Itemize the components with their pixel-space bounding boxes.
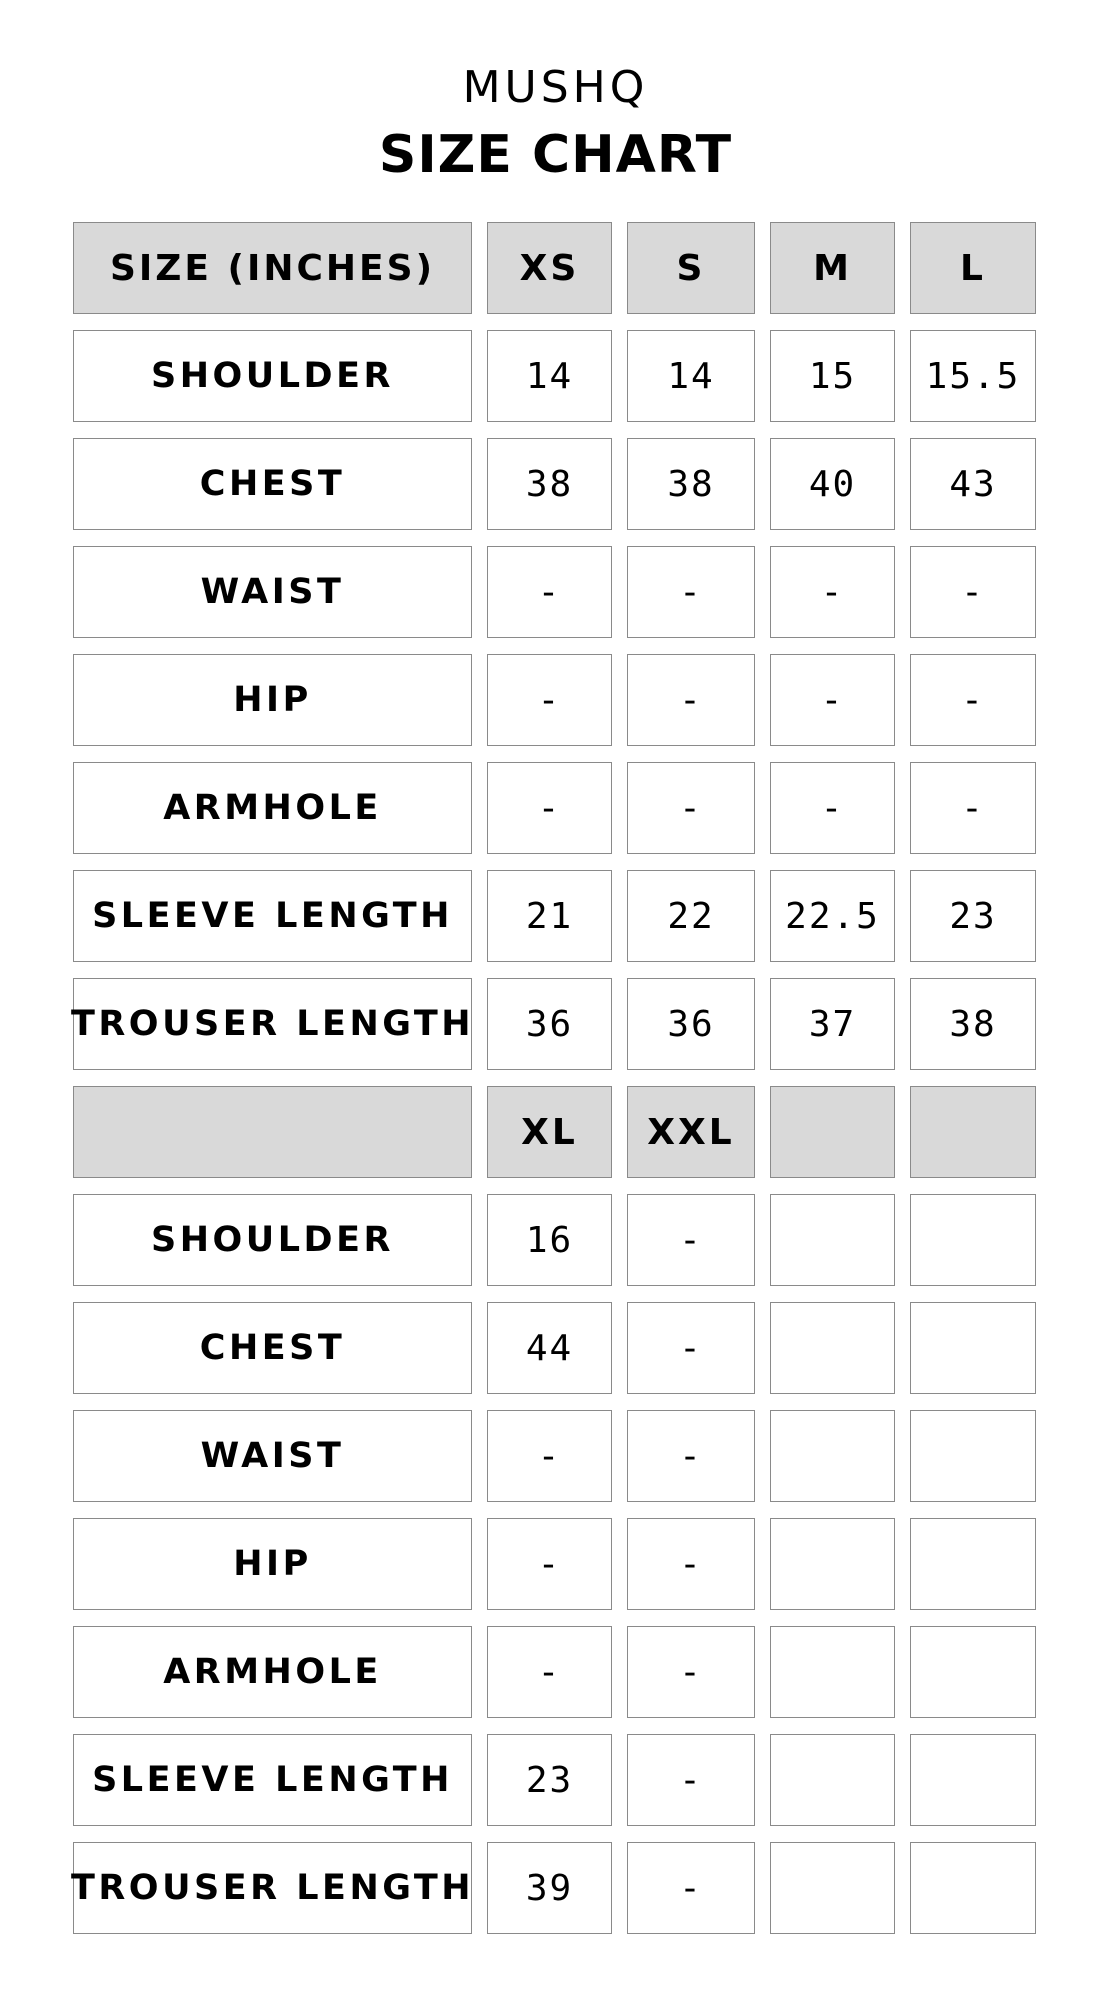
measurement-value: -: [627, 1842, 755, 1934]
measurement-value: -: [770, 762, 895, 854]
measurement-value: 22.5: [770, 870, 895, 962]
measurement-value: 21: [487, 870, 612, 962]
measurement-label: TROUSER LENGTH: [73, 1842, 472, 1934]
measurement-value: [770, 1302, 895, 1394]
measurement-value: -: [910, 546, 1036, 638]
header-size-cell: S: [627, 222, 755, 314]
measurement-label: TROUSER LENGTH: [73, 978, 472, 1070]
measurement-label: SLEEVE LENGTH: [73, 1734, 472, 1826]
measurement-label: SHOULDER: [73, 330, 472, 422]
measurement-value: -: [487, 1410, 612, 1502]
measurement-value: 16: [487, 1194, 612, 1286]
measurement-value: [910, 1410, 1036, 1502]
measurement-value: 15: [770, 330, 895, 422]
measurement-label: SLEEVE LENGTH: [73, 870, 472, 962]
measurement-value: 38: [910, 978, 1036, 1070]
measurement-value: 43: [910, 438, 1036, 530]
measurement-value: -: [910, 762, 1036, 854]
measurement-value: -: [487, 1626, 612, 1718]
measurement-value: [910, 1194, 1036, 1286]
measurement-value: -: [627, 546, 755, 638]
measurement-label: WAIST: [73, 1410, 472, 1502]
measurement-value: 40: [770, 438, 895, 530]
header-size-label-cell: SIZE (INCHES): [73, 222, 472, 314]
measurement-value: -: [627, 1194, 755, 1286]
measurement-value: [910, 1302, 1036, 1394]
measurement-value: [770, 1626, 895, 1718]
measurement-value: 15.5: [910, 330, 1036, 422]
measurement-value: 14: [487, 330, 612, 422]
measurement-value: -: [770, 546, 895, 638]
header-size-label-cell: [73, 1086, 472, 1178]
measurement-value: 36: [627, 978, 755, 1070]
measurement-value: -: [487, 762, 612, 854]
measurement-value: 38: [487, 438, 612, 530]
measurement-value: 22: [627, 870, 755, 962]
measurement-value: 38: [627, 438, 755, 530]
measurement-value: [770, 1842, 895, 1934]
measurement-value: [770, 1194, 895, 1286]
header-size-cell: M: [770, 222, 895, 314]
measurement-value: -: [487, 546, 612, 638]
measurement-value: 23: [910, 870, 1036, 962]
header-size-cell: [770, 1086, 895, 1178]
measurement-value: 36: [487, 978, 612, 1070]
measurement-value: 23: [487, 1734, 612, 1826]
size-chart-table: [70, 222, 1036, 1934]
measurement-value: -: [770, 654, 895, 746]
measurement-value: [910, 1518, 1036, 1610]
measurement-value: [770, 1518, 895, 1610]
measurement-label: HIP: [73, 1518, 472, 1610]
measurement-value: -: [627, 1302, 755, 1394]
measurement-value: 37: [770, 978, 895, 1070]
measurement-value: -: [627, 1410, 755, 1502]
measurement-value: 14: [627, 330, 755, 422]
measurement-label: ARMHOLE: [73, 1626, 472, 1718]
measurement-value: -: [627, 1518, 755, 1610]
measurement-value: 44: [487, 1302, 612, 1394]
measurement-value: -: [627, 654, 755, 746]
measurement-value: [770, 1734, 895, 1826]
measurement-value: -: [627, 1734, 755, 1826]
header-size-cell: XXL: [627, 1086, 755, 1178]
measurement-value: -: [487, 654, 612, 746]
header-size-cell: [910, 1086, 1036, 1178]
measurement-value: [910, 1842, 1036, 1934]
measurement-label: SHOULDER: [73, 1194, 472, 1286]
measurement-value: [910, 1734, 1036, 1826]
measurement-value: -: [627, 762, 755, 854]
measurement-label: ARMHOLE: [73, 762, 472, 854]
header-size-cell: XL: [487, 1086, 612, 1178]
header-size-cell: XS: [487, 222, 612, 314]
measurement-label: HIP: [73, 654, 472, 746]
brand-name: MUSHQ: [462, 62, 649, 113]
measurement-value: -: [487, 1518, 612, 1610]
header-size-cell: L: [910, 222, 1036, 314]
measurement-value: -: [627, 1626, 755, 1718]
measurement-value: 39: [487, 1842, 612, 1934]
measurement-label: CHEST: [73, 438, 472, 530]
measurement-label: WAIST: [73, 546, 472, 638]
page-title: SIZE CHART: [378, 125, 733, 185]
measurement-value: [770, 1410, 895, 1502]
measurement-value: -: [910, 654, 1036, 746]
measurement-value: [910, 1626, 1036, 1718]
measurement-label: CHEST: [73, 1302, 472, 1394]
